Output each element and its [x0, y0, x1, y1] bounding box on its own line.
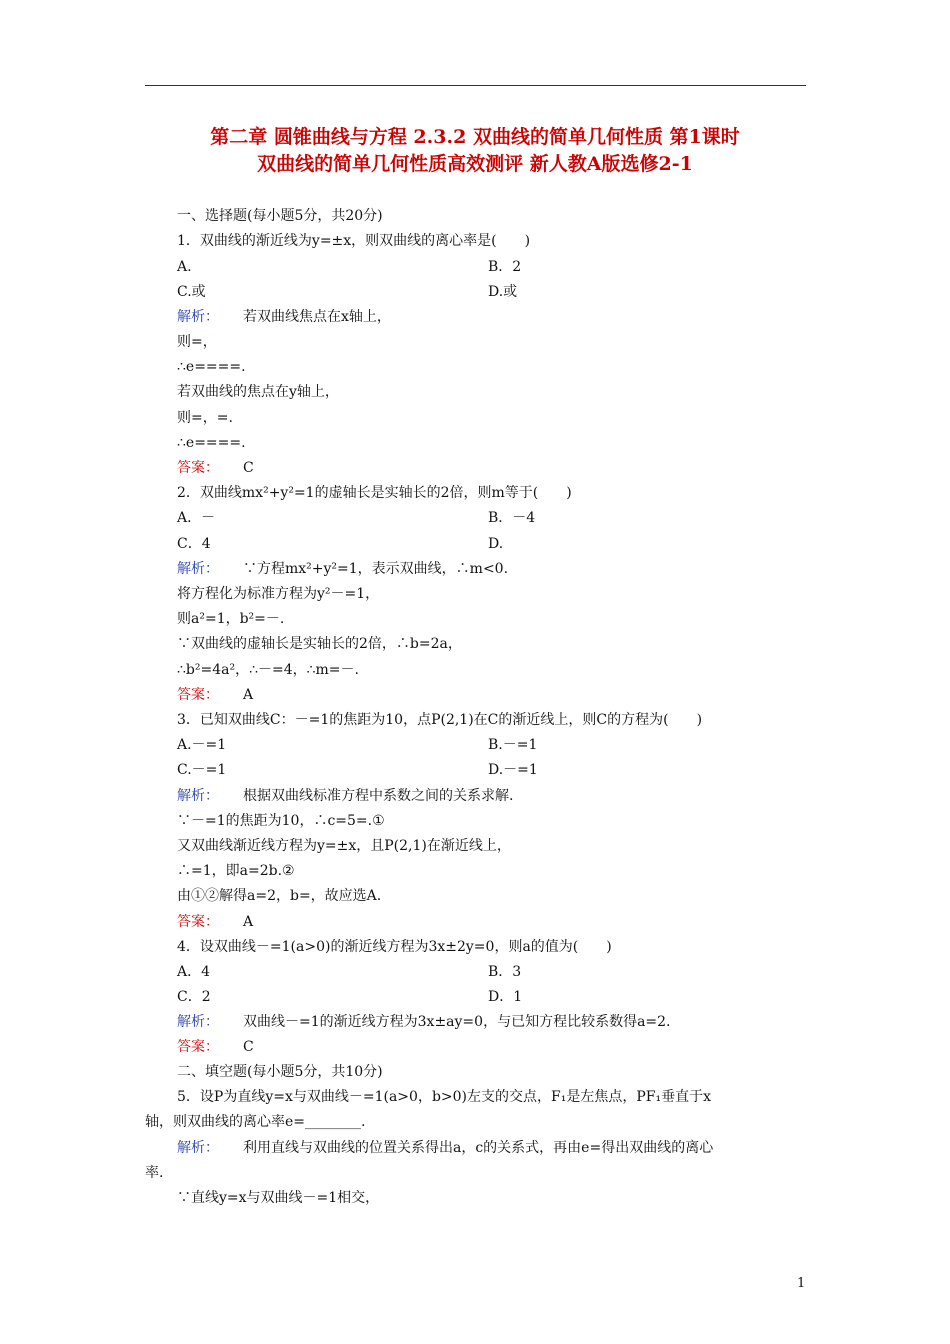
question-3-analysis-line	[177, 786, 513, 806]
question-4-stem: 4．设双曲线－=1(a>0)的渐近线方程为3x±2y=0，则a的值为( )	[177, 939, 612, 955]
analysis-label: 解析：	[177, 1140, 219, 1156]
question-5-analysis-3: ∵直线y=x与双曲线－=1相交，	[177, 1190, 380, 1206]
question-3-analysis-5: 由①②解得a=2，b=，故应选A.	[177, 888, 382, 904]
question-1-analysis-2: 则=，	[177, 334, 217, 350]
question-1-option-c: C.或	[177, 284, 206, 300]
answer-value: C	[243, 460, 254, 476]
question-3-answer-line	[177, 912, 253, 932]
question-3-analysis-4: ∴=1，即a=2b.②	[177, 863, 295, 879]
question-1-option-d: D.或	[488, 284, 518, 300]
analysis-text: 利用直线与双曲线的位置关系得出a，c的关系式，再由e=得出双曲线的离心	[243, 1140, 714, 1156]
analysis-label: 解析：	[177, 788, 219, 804]
answer-label: 答案：	[177, 460, 219, 476]
question-4-option-c: C．2	[177, 989, 211, 1005]
answer-label: 答案：	[177, 687, 219, 703]
question-5-stem: 5．设P为直线y=x与双曲线－=1(a>0，b>0)左支的交点，F₁是左焦点，PF₁垂直于x	[177, 1089, 711, 1105]
question-1-analysis-4: 若双曲线的焦点在y轴上，	[177, 384, 339, 400]
question-2-analysis-2: 将方程化为标准方程为y²－=1，	[177, 586, 380, 602]
document-title-line-1: 第二章 圆锥曲线与方程 2.3.2 双曲线的简单几何性质 第1课时	[210, 126, 740, 148]
question-4-option-b: B．3	[488, 964, 522, 980]
question-4-answer-line	[177, 1037, 254, 1057]
question-2-analysis-line	[177, 559, 508, 579]
question-2-option-a: A．－	[177, 510, 216, 526]
question-2-option-b: B．－4	[488, 510, 536, 526]
question-1-analysis-3: ∴e====.	[177, 359, 246, 375]
question-2-answer-line	[177, 685, 253, 705]
question-3-option-a: A.－=1	[177, 737, 227, 753]
answer-label: 答案：	[177, 1039, 219, 1055]
question-1-analysis-6: ∴e====.	[177, 435, 246, 451]
analysis-label: 解析：	[177, 309, 219, 325]
answer-label: 答案：	[177, 914, 219, 930]
question-2-option-c: C．4	[177, 536, 211, 552]
question-3-option-d: D.－=1	[488, 762, 538, 778]
question-2-option-d: D.	[488, 536, 504, 552]
question-1-option-a: A.	[177, 259, 192, 275]
answer-value: C	[243, 1039, 254, 1055]
question-4-option-a: A．4	[177, 964, 211, 980]
question-2-analysis-4: ∵双曲线的虚轴长是实轴长的2倍，∴b=2a，	[177, 636, 462, 652]
question-2-analysis-5: ∴b²=4a²，∴－=4，∴m=－.	[177, 662, 359, 678]
answer-value: A	[243, 687, 254, 703]
question-1-option-b: B．2	[488, 259, 522, 275]
analysis-label: 解析：	[177, 1014, 219, 1030]
question-3-option-b: B.－=1	[488, 737, 538, 753]
question-5-analysis-line	[177, 1138, 713, 1158]
question-3-analysis-2: ∵－=1的焦距为10，∴c=5=.①	[177, 813, 385, 829]
question-1-answer-line	[177, 458, 254, 478]
question-4-analysis-line	[177, 1012, 671, 1032]
question-2-stem: 2．双曲线mx²+y²=1的虚轴长是实轴长的2倍，则m等于( )	[177, 485, 572, 501]
question-1-analysis-5: 则=，=.	[177, 410, 233, 426]
question-3-stem: 3．已知双曲线C：－=1的焦距为10，点P(2,1)在C的渐近线上，则C的方程为( )	[177, 712, 703, 728]
question-4-option-d: D．1	[488, 989, 523, 1005]
question-3-option-c: C.－=1	[177, 762, 227, 778]
question-2-analysis-3: 则a²=1，b²=－.	[177, 611, 285, 627]
answer-value: A	[243, 914, 254, 930]
question-5-stem-continued: 轴，则双曲线的离心率e=________.	[145, 1114, 366, 1130]
question-3-analysis-3: 又双曲线渐近线方程为y=±x，且P(2,1)在渐近线上，	[177, 838, 511, 854]
analysis-text: 根据双曲线标准方程中系数之间的关系求解.	[243, 788, 514, 804]
header-rule	[145, 85, 806, 86]
document-title-line-2: 双曲线的简单几何性质高效测评 新人教A版选修2-1	[257, 153, 693, 175]
page-number: 1	[797, 1276, 806, 1291]
question-5-analysis-continued: 率.	[145, 1165, 164, 1181]
section-heading-choice: 一、选择题(每小题5分，共20分)	[177, 208, 383, 224]
analysis-text: ∵方程mx²+y²=1，表示双曲线，∴m<0.	[243, 561, 509, 577]
analysis-text: 双曲线－=1的渐近线方程为3x±ay=0，与已知方程比较系数得a=2.	[243, 1014, 671, 1030]
question-1-stem: 1．双曲线的渐近线为y=±x，则双曲线的离心率是( )	[177, 233, 531, 249]
question-1-analysis-line	[177, 307, 391, 327]
analysis-label: 解析：	[177, 561, 219, 577]
analysis-text: 若双曲线焦点在x轴上，	[243, 309, 391, 325]
section-heading-fill-in: 二、填空题(每小题5分，共10分)	[177, 1064, 383, 1080]
